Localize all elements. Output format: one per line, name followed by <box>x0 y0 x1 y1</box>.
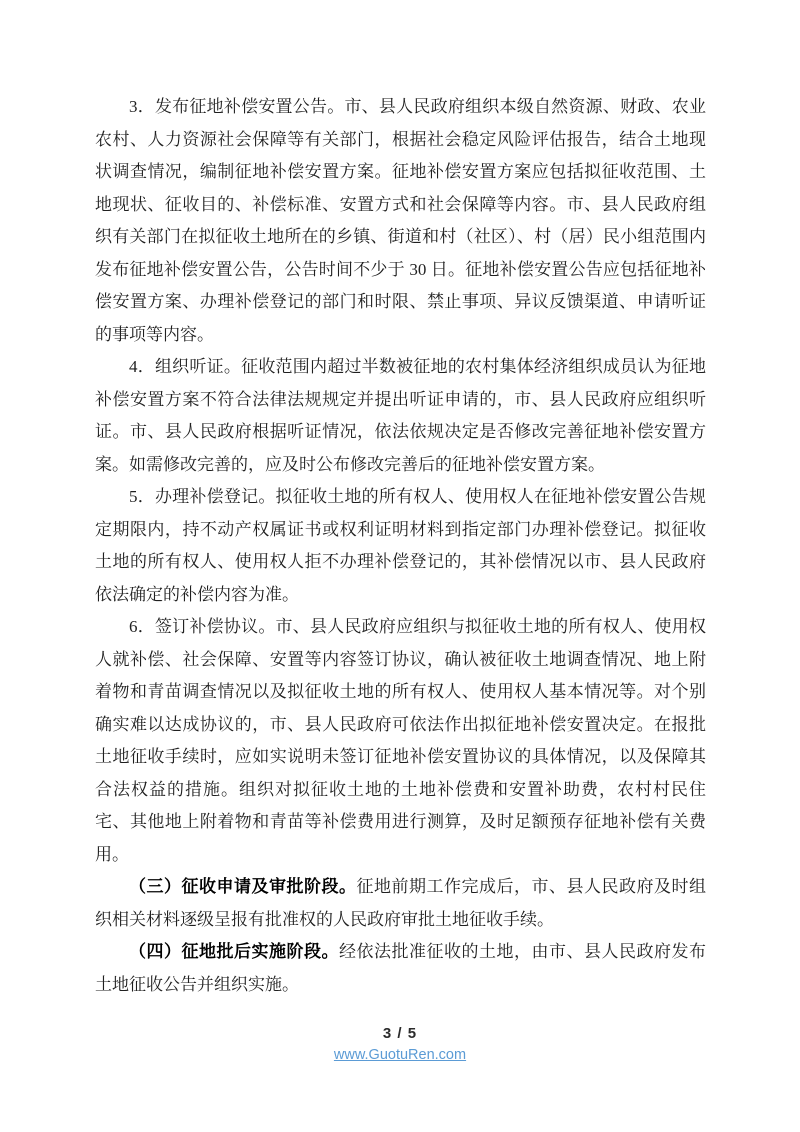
page-number: 3 / 5 <box>382 1025 418 1042</box>
paragraph-text: 3．发布征地补偿安置公告。市、县人民政府组织本级自然资源、财政、农业农村、人力资源社会保障等有关部门，根据社会稳定风险评估报告，结合土地现状调查情况，编制征地补偿安置方案。征地补偿安置方案应包括拟征收范围、土地现状、征收目的、补偿标准、安置方式和社会保障等内容。市、县人民政府组织有关部门在拟征收土地所在的乡镇、街道和村（社区）、村（居）民小组范围内发布征地补偿安置公告，公告时间不少于 30 日。征地补偿安置公告应包括征地补偿安置方案、办理补偿登记的部门和时限、禁止事项、异议反馈渠道、申请听证的事项等内容。 <box>95 97 706 344</box>
paragraph-text: 经依法批准征收的土地，由市、县人民政府发布土地征收公告并组织实施。 <box>95 942 706 994</box>
document-content <box>95 91 706 1001</box>
paragraph-text: 征地前期工作完成后，市、县人民政府及时组织相关材料逐级呈报有批准权的人民政府审批土地征收手续。 <box>95 877 706 929</box>
paragraph <box>95 481 706 611</box>
paragraph <box>95 351 706 481</box>
paragraph-text: 5．办理补偿登记。拟征收土地的所有权人、使用权人在征地补偿安置公告规定期限内，持不动产权属证书或权利证明材料到指定部门办理补偿登记。拟征收土地的所有权人、使用权人拒不办理补偿登记的，其补偿情况以市、县人民政府依法确定的补偿内容为准。 <box>95 487 706 604</box>
paragraph <box>95 611 706 871</box>
paragraph-lead: （三）征收申请及审批阶段。 <box>129 877 357 896</box>
paragraph-text: 6．签订补偿协议。市、县人民政府应组织与拟征收土地的所有权人、使用权人就补偿、社会保障、安置等内容签订协议，确认被征收土地调查情况、地上附着物和青苗调查情况以及拟征收土地的所有权人、使用权人基本情况等。对个别确实难以达成协议的，市、县人民政府可依法作出拟征地补偿安置决定。在报批土地征收手续时，应如实说明未签订征地补偿安置协议的具体情况，以及保障其合法权益的措施。组织对拟征收土地的土地补偿费和安置补助费，农村村民住宅、其他地上附着物和青苗等补偿费用进行测算，及时足额预存征地补偿有关费用。 <box>95 617 706 864</box>
footer-link[interactable]: www.GuotuRen.com <box>333 1047 467 1063</box>
paragraph <box>95 936 706 1001</box>
page-footer <box>0 1024 800 1064</box>
paragraph <box>95 91 706 351</box>
paragraph-text: 4．组织听证。征收范围内超过半数被征地的农村集体经济组织成员认为征地补偿安置方案不符合法律法规规定并提出听证申请的，市、县人民政府应组织听证。市、县人民政府根据听证情况，依法依规决定是否修改完善征地补偿安置方案。如需修改完善的，应及时公布修改完善后的征地补偿安置方案。 <box>95 357 706 474</box>
paragraph-lead: （四）征地批后实施阶段。 <box>129 942 339 961</box>
paragraph <box>95 871 706 936</box>
